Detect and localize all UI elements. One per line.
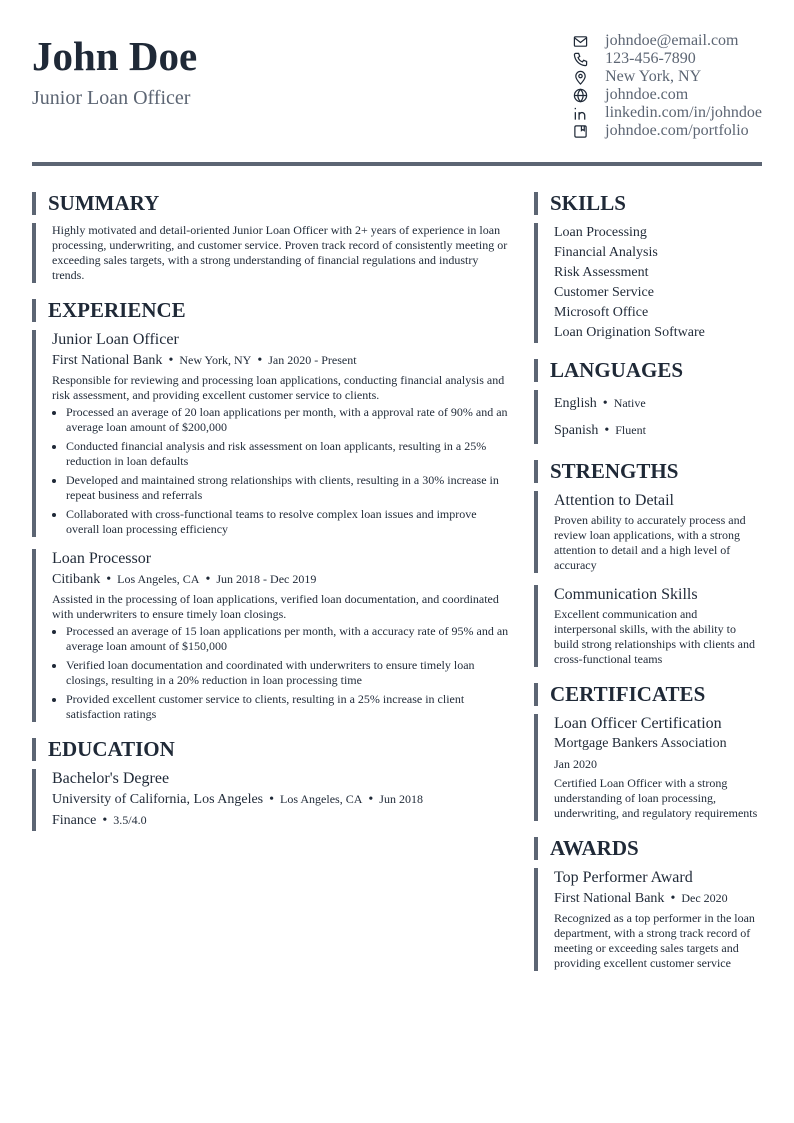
education-major-row: Finance • 3.5/4.0 [52, 813, 147, 828]
contact-email-text: johndoe@email.com [605, 32, 739, 49]
job-bullet: • Developed and maintained strong relationships with clients, resulting in a 30% increase in repeat business and referrals [66, 473, 512, 503]
languages-heading: LANGUAGES [534, 359, 762, 382]
job-bullet: • Collaborated with cross-functional teams to resolve complex loan issues and improve overall loan processing efficiency [66, 507, 512, 537]
certificate-date: Jan 2020 [554, 757, 597, 771]
contact-website[interactable] [573, 86, 762, 104]
job-location: Los Angeles, CA [117, 572, 200, 586]
awards-heading: AWARDS [534, 837, 762, 860]
location-icon [573, 70, 588, 85]
job-bullets [52, 405, 512, 537]
contact-location [573, 68, 762, 86]
education-degree: Bachelor's Degree [52, 770, 170, 787]
portfolio-icon [573, 124, 588, 139]
summary-text: Highly motivated and detail-oriented Junior Loan Officer with 2+ years of experience in loan processing, underwriting, and customer service. Proven track record of consistently meeting or exceeding sales targets, with a strong understanding of financial regulations and industry trends. [32, 223, 512, 283]
experience-heading: EXPERIENCE [32, 299, 512, 322]
skill-item: Loan Processing [554, 225, 647, 240]
education-entry [32, 769, 512, 831]
job-bullet: • Provided excellent customer service to clients, resulting in a 25% increase in client satisfaction ratings [66, 692, 512, 722]
mail-icon [573, 34, 588, 49]
contact-phone[interactable] [573, 50, 762, 68]
skill-item: Customer Service [554, 285, 654, 300]
language-item: English • Native [554, 396, 646, 411]
award-entry [534, 868, 762, 971]
languages-list [534, 390, 762, 444]
award-date: Dec 2020 [681, 891, 728, 905]
job-bullet: • Verified loan documentation and coordinated with underwriters to ensure timely loan closings, resulting in a 20% reduction in loan processing time [66, 658, 512, 688]
linkedin-icon [573, 106, 588, 121]
skill-item: Microsoft Office [554, 305, 649, 320]
language-item: Spanish • Fluent [554, 423, 646, 438]
contact-list [573, 32, 762, 140]
education-school: University of California, Los Angeles [52, 792, 264, 807]
strength-name: Attention to Detail [554, 492, 674, 509]
strength-name: Communication Skills [554, 586, 698, 603]
language-name: English [554, 396, 597, 411]
language-level: Fluent [615, 423, 646, 437]
education-location: Los Angeles, CA [280, 792, 363, 806]
skills-list [534, 223, 762, 343]
job-meta: Citibank • Los Angeles, CA • Jun 2018 - Dec 2019 [52, 572, 317, 587]
certificate-issuer: Mortgage Bankers Association [554, 736, 727, 751]
language-level: Native [613, 396, 646, 410]
contact-phone-text: 123-456-7890 [605, 50, 696, 67]
certificates-heading: CERTIFICATES [534, 683, 762, 706]
contact-website-text: johndoe.com [605, 86, 689, 103]
summary-heading: SUMMARY [32, 192, 512, 215]
job-company: Citibank [52, 572, 101, 587]
job-role: Junior Loan Officer [52, 331, 179, 348]
skill-item: Financial Analysis [554, 245, 658, 260]
job-bullets [52, 624, 512, 722]
contact-linkedin[interactable] [573, 104, 762, 122]
strength-description: Proven ability to accurately process and review loan applications, with a strong attention to detail and a high level of accuracy [554, 513, 746, 572]
education-date: Jun 2018 [379, 792, 423, 806]
contact-email[interactable] [573, 32, 762, 50]
job-bullet: • Processed an average of 15 loan applications per month, with a accuracy rate of 95% and an average loan amount of $150,000 [66, 624, 512, 654]
resume-page [32, 0, 762, 970]
resume-header [32, 0, 762, 166]
award-meta: First National Bank • Dec 2020 [554, 891, 728, 906]
job-description: Assisted in the processing of loan applications, verified loan documentation, and coordinated with underwriters to ensure timely loan closings. [52, 592, 499, 621]
job-dates: Jan 2020 - Present [268, 353, 357, 367]
education-heading: EDUCATION [32, 738, 512, 761]
skill-item: Risk Assessment [554, 265, 649, 280]
education-major: Finance [52, 813, 97, 828]
candidate-name: John Doe [32, 33, 198, 79]
language-name: Spanish [554, 423, 599, 438]
job-bullet: • Processed an average of 20 loan applications per month, with a approval rate of 90% and an average loan amount of $200,000 [66, 405, 512, 435]
certificate-description: Certified Loan Officer with a strong understanding of loan processing, underwriting, and regulatory requirements [554, 776, 758, 820]
contact-linkedin-text: linkedin.com/in/johndoe [605, 104, 762, 121]
job-meta: First National Bank • New York, NY • Jan 2020 - Present [52, 353, 357, 368]
job-description: Responsible for reviewing and processing loan applications, conducting financial analysis and risk assessment, and providing excellent customer service to clients. [52, 373, 505, 402]
job-entry [32, 330, 512, 537]
strength-item [534, 585, 762, 667]
contact-portfolio[interactable] [573, 122, 762, 140]
left-column [32, 192, 512, 831]
job-role: Loan Processor [52, 550, 152, 567]
certificate-entry [534, 714, 762, 821]
globe-icon [573, 88, 588, 103]
strength-item [534, 491, 762, 573]
strengths-heading: STRENGTHS [534, 460, 762, 483]
strength-description: Excellent communication and interpersonal skills, with the ability to build strong relationships with clients and cross-functional teams [554, 607, 755, 666]
award-description: Recognized as a top performer in the loan department, with a strong track record of meeting or exceeding sales targets and providing excellent customer service [554, 911, 755, 970]
award-issuer: First National Bank [554, 891, 665, 906]
contact-portfolio-text: johndoe.com/portfolio [605, 122, 749, 139]
skills-heading: SKILLS [534, 192, 762, 215]
job-location: New York, NY [179, 353, 252, 367]
education-gpa: 3.5/4.0 [113, 813, 147, 827]
job-dates: Jun 2018 - Dec 2019 [216, 572, 317, 586]
job-entry [32, 549, 512, 722]
award-name: Top Performer Award [554, 869, 693, 886]
education-meta: University of California, Los Angeles • Los Angeles, CA • Jun 2018 [52, 792, 423, 807]
right-column [534, 192, 762, 971]
skill-item: Loan Origination Software [554, 325, 705, 340]
phone-icon [573, 52, 588, 67]
job-company: First National Bank [52, 353, 163, 368]
job-bullet: • Conducted financial analysis and risk assessment on loan applicants, resulting in a 25% reduction in loan defaults [66, 439, 512, 469]
certificate-name: Loan Officer Certification [554, 715, 722, 732]
contact-location-text: New York, NY [605, 68, 702, 85]
candidate-role: Junior Loan Officer [32, 87, 191, 109]
